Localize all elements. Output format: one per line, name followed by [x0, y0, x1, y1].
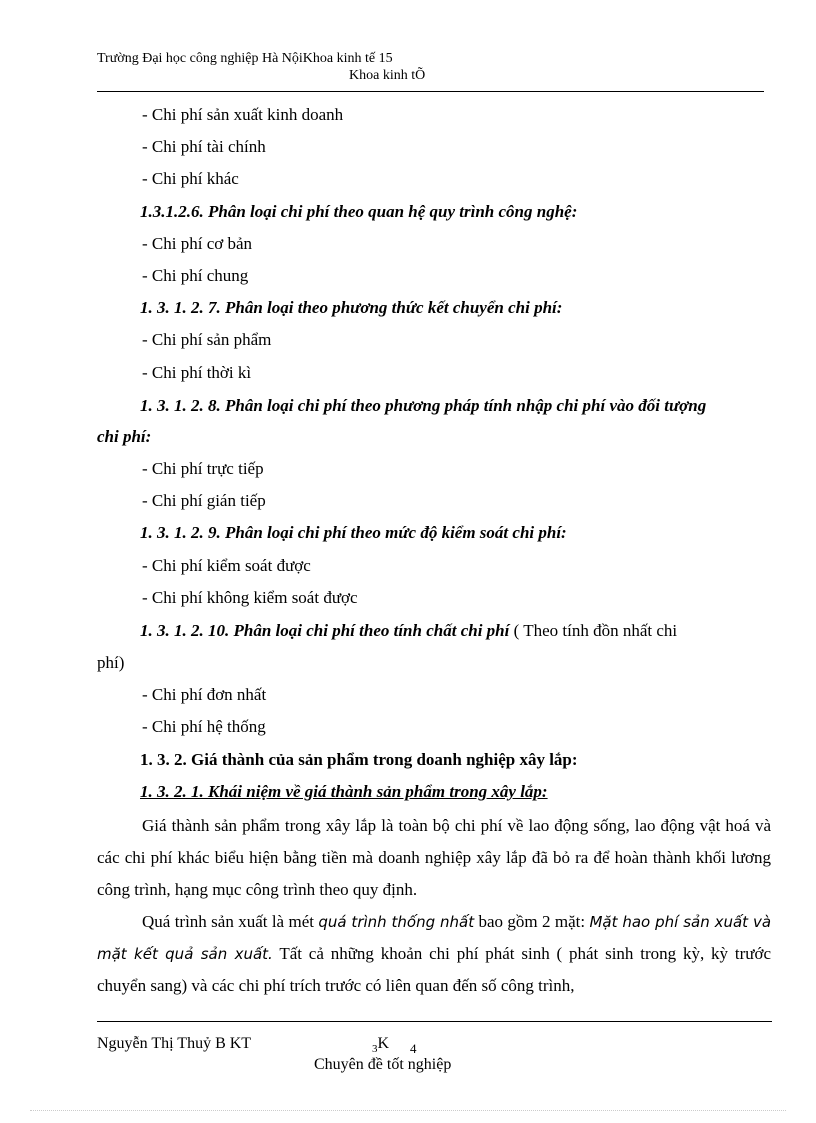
- list-item: - Chi phí cơ bản: [142, 234, 253, 253]
- section-heading: 1.3.1.2.6. Phân loại chi phí theo quan hệ quy trình công nghệ:: [140, 202, 578, 221]
- footer-author: Nguyễn Thị Thuỷ B KT: [97, 1035, 252, 1052]
- p2-part: Tất cả những khoản chi phí phát sinh ( phát sinh trong kỳ, kỳ trước chuyển sang) và các chi phí trích trước có liên quan đến số công trình,: [97, 944, 771, 995]
- list-item: - Chi phí trực tiếp: [142, 459, 264, 478]
- list-item: - Chi phí sản xuất kinh doanh: [142, 105, 344, 124]
- footer-class-letter: K: [377, 1035, 390, 1052]
- list-item: - Chi phí chung: [142, 266, 249, 285]
- subsection-heading: 1. 3. 2. 1. Khái niệm về giá thành sản phẩm trong xây lắp:: [140, 782, 548, 801]
- footer-class-sub: 3: [372, 1043, 378, 1056]
- p2-italic: Mặt hao phí sản xuất và mặt kết quả sản xuất.: [97, 913, 772, 963]
- paragraph-1-text: Giá thành sản phẩm trong xây lắp là toàn bộ chi phí về lao động sống, lao động vật hoá và các chi phí khác biểu hiện bằng tiền mà doanh nghiệp xây lắp đã bỏ ra để hoàn thành khối lương công trình, hạng mục công trình theo quy định.: [97, 816, 771, 899]
- footer-divider: [97, 1021, 772, 1022]
- list-item: - Chi phí sản phẩm: [142, 330, 272, 349]
- section-heading-note: ( Theo tính đồn nhất chi: [509, 621, 678, 640]
- section-heading: [140, 621, 677, 641]
- list-item: - Chi phí khác: [142, 169, 239, 188]
- header-line-2: Khoa kinh tÕ: [349, 68, 426, 83]
- list-item: - Chi phí đơn nhất: [142, 685, 267, 704]
- section-heading-continued: chi phí:: [97, 427, 152, 446]
- footer-class-number: 4: [410, 1041, 417, 1056]
- p2-part: bao gồm 2 mặt:: [474, 912, 590, 931]
- footer-title: Chuyên đề tốt nghiệp: [314, 1056, 452, 1073]
- header-line-1: Trường Đại học công nghiệp Hà NộiKhoa kinh tế 15: [97, 51, 393, 66]
- list-item: - Chi phí hệ thống: [142, 717, 266, 736]
- list-item: - Chi phí gián tiếp: [142, 491, 266, 510]
- section-heading: 1. 3. 2. Giá thành của sản phẩm trong doanh nghiệp xây lắp:: [140, 750, 578, 769]
- section-heading-continued: phí): [97, 653, 125, 672]
- header-divider: [97, 91, 764, 92]
- list-item: - Chi phí kiểm soát được: [142, 556, 311, 575]
- section-heading: 1. 3. 1. 2. 9. Phân loại chi phí theo mức độ kiểm soát chi phí:: [140, 523, 567, 542]
- page-bottom-border: [30, 1110, 786, 1111]
- section-heading-bold: 1. 3. 1. 2. 10. Phân loại chi phí theo tính chất chi phí: [140, 621, 510, 640]
- list-item: - Chi phí tài chính: [142, 137, 266, 156]
- list-item: - Chi phí thời kì: [142, 363, 252, 382]
- list-item: - Chi phí không kiểm soát được: [142, 588, 358, 607]
- paragraph-1: [97, 810, 771, 906]
- section-heading: 1. 3. 1. 2. 8. Phân loại chi phí theo phương pháp tính nhập chi phí vào đối tượng: [140, 396, 707, 415]
- section-heading: 1. 3. 1. 2. 7. Phân loại theo phương thức kết chuyển chi phí:: [140, 298, 563, 317]
- p2-italic: quá trình thống nhất: [318, 913, 475, 931]
- paragraph-2: [97, 906, 771, 1002]
- paragraph-2-text: [97, 906, 771, 1002]
- footer-class: [372, 1035, 389, 1055]
- p2-part: Quá trình sản xuất là mét: [142, 912, 319, 931]
